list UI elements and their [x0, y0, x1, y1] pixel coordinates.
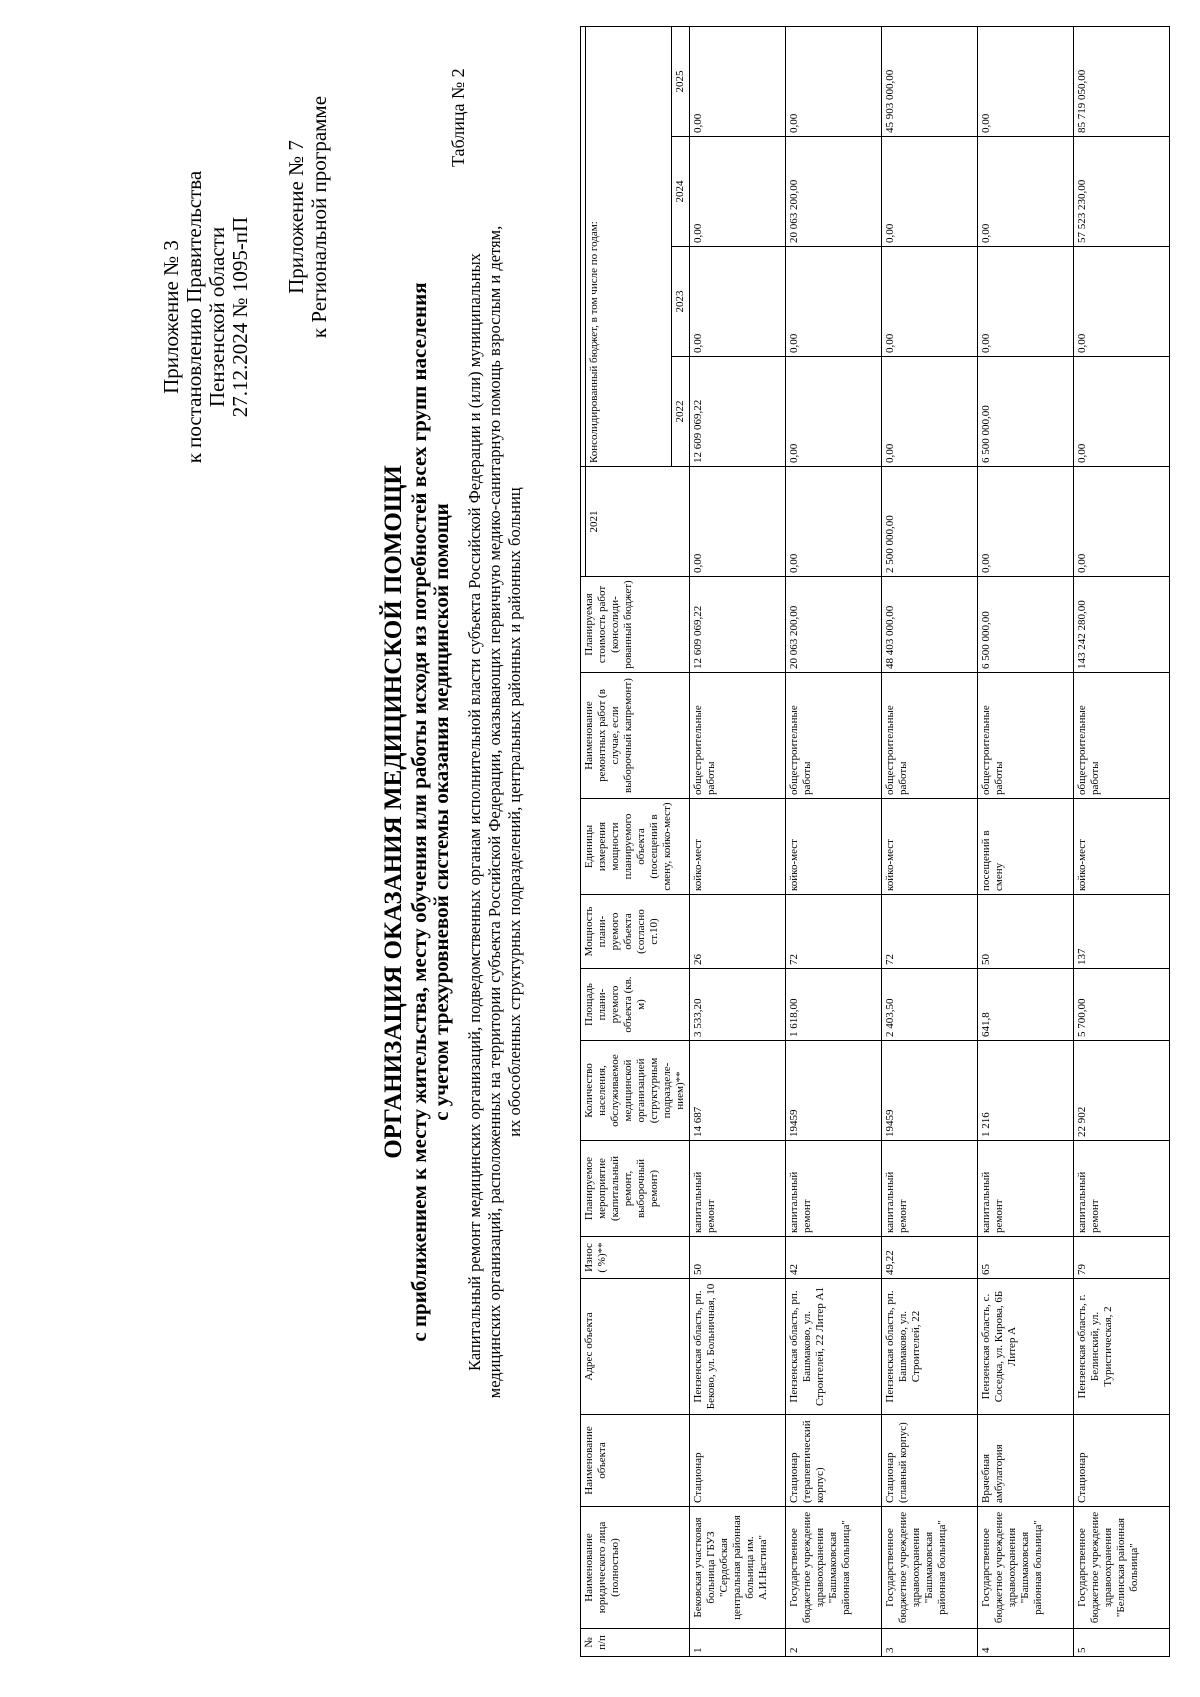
cell-units: койко-мест [882, 799, 978, 895]
table-row [786, 27, 882, 1657]
cell-wear: 65 [978, 1237, 1074, 1279]
cell-area: 3 533,20 [690, 969, 786, 1041]
table-row [882, 27, 978, 1657]
appendix-7-line1: Приложение № 7 [284, 140, 308, 294]
cell-wear: 79 [1074, 1237, 1170, 1279]
header-year-2024: 2024 [672, 137, 690, 247]
header-year-2022: 2022 [672, 357, 690, 467]
cell-y2022: 6 500 000,00 [978, 357, 1074, 467]
header-units: Единицы измерения мощности планируемого объекта (посещений в смену, койко-мест) [581, 799, 690, 895]
appendix-3-line2: к постановлению Правительства [182, 170, 206, 464]
cell-cost: 12 609 069,22 [690, 577, 786, 673]
appendix-3-line1: Приложение № 3 [159, 240, 183, 394]
cell-num: 5 [1074, 1629, 1170, 1657]
cell-y2025: 45 903 000,00 [882, 27, 978, 137]
cell-y2024: 0,00 [690, 137, 786, 247]
cell-legal-name: Государственное бюджетное учреждение здравоохранения "Белинская районная больница" [1074, 1507, 1170, 1629]
cell-y2023: 0,00 [1074, 247, 1170, 357]
cell-num: 1 [690, 1629, 786, 1657]
subtitle-line1: Капитальный ремонт медицинских организаций, подведомственных органам исполнительной власти субъекта Российской Федерации и (или) муниципальных [465, 253, 484, 1371]
header-population: Количество населения, обслуживаемое медицинской организацией (структурным подразделе-нием)** [581, 1041, 690, 1141]
cell-capacity: 50 [978, 895, 1074, 969]
cell-address: Пензенская область, рп. Башмаково, ул. Строителей, 22 [882, 1279, 978, 1415]
cell-y2022: 0,00 [786, 357, 882, 467]
cell-num: 3 [882, 1629, 978, 1657]
cell-object-name: Стационар (терапевтический корпус) [786, 1415, 882, 1507]
title-line3: с учетом трехуровневой системы оказания медицинской помощи [429, 503, 453, 1121]
repair-table [580, 26, 1170, 1657]
cell-capacity: 72 [882, 895, 978, 969]
header-area: Площадь плани-руемого объекта (кв. м) [581, 969, 690, 1041]
cell-capacity: 72 [786, 895, 882, 969]
cell-capacity: 137 [1074, 895, 1170, 969]
title-line1: ОРГАНИЗАЦИЯ ОКАЗАНИЯ МЕДИЦИНСКОЙ ПОМОЩИ [380, 465, 407, 1159]
cell-y2023: 0,00 [690, 247, 786, 357]
cell-works-name: общестроительные работы [882, 673, 978, 799]
cell-y2023: 0,00 [882, 247, 978, 357]
cell-object-name: Стационар [690, 1415, 786, 1507]
cell-wear: 50 [690, 1237, 786, 1279]
cell-y2022: 0,00 [1074, 357, 1170, 467]
cell-area: 641,8 [978, 969, 1074, 1041]
cell-y2024: 0,00 [882, 137, 978, 247]
header-measure: Планируемое мероприятие (капитальный ремонт, выборочный ремонт) [581, 1141, 690, 1237]
cell-y2024: 20 063 200,00 [786, 137, 882, 247]
header-object-name: Наименование объекта [581, 1415, 690, 1507]
cell-works-name: общестроительные работы [978, 673, 1074, 799]
table-row [690, 27, 786, 1657]
cell-cost: 48 403 000,00 [882, 577, 978, 673]
header-legal-name: Наименование юридического лица (полностью) [581, 1507, 690, 1629]
cell-address: Пензенская область, рп. Беково, ул. Больничная, 10 [690, 1279, 786, 1415]
document-title [380, 7, 452, 1617]
cell-object-name: Врачебная амбулатория [978, 1415, 1074, 1507]
cell-population: 22 902 [1074, 1041, 1170, 1141]
cell-y2023: 0,00 [786, 247, 882, 357]
header-year-2025: 2025 [672, 27, 690, 137]
cell-capacity: 26 [690, 895, 786, 969]
cell-population: 14 687 [690, 1041, 786, 1141]
cell-y2024: 57 523 230,00 [1074, 137, 1170, 247]
cell-units: койко-мест [1074, 799, 1170, 895]
cell-cost: 143 242 280,00 [1074, 577, 1170, 673]
document-subtitle [465, 7, 525, 1617]
cell-units: койко-мест [690, 799, 786, 895]
cell-legal-name: Государственное бюджетное учреждение здравоохранения "Башмаковская районная больница" [786, 1507, 882, 1629]
cell-y2021: 0,00 [978, 467, 1074, 577]
appendix-3-line3: Пензенской области [205, 226, 229, 408]
cell-legal-name: Государственное бюджетное учреждение здравоохранения "Башмаковская районная больница" [882, 1507, 978, 1629]
table-body [690, 27, 1170, 1657]
cell-num: 2 [786, 1629, 882, 1657]
table-number: Таблица № 2 [448, 68, 468, 167]
appendix-7-header [285, 67, 331, 367]
header-year-2021: 2021 [586, 467, 690, 577]
cell-address: Пензенская область, с. Соседка, ул. Кирова, 6Б Литер А [978, 1279, 1074, 1415]
cell-y2025: 85 719 050,00 [1074, 27, 1170, 137]
cell-y2025: 0,00 [786, 27, 882, 137]
cell-y2024: 0,00 [978, 137, 1074, 247]
header-capacity: Мощность плани-руемого объекта (согласно ст.10) [581, 895, 690, 969]
cell-legal-name: Бековская участковая больница ГБУЗ "Сердобская центральная районная больница им. А.И.Настина" [690, 1507, 786, 1629]
header-works-name: Наименование ремонтных работ (в случае, если выборочный капремонт) [581, 673, 690, 799]
cell-y2023: 0,00 [978, 247, 1074, 357]
cell-works-name: общестроительные работы [1074, 673, 1170, 799]
cell-units: койко-мест [786, 799, 882, 895]
header-cost: Планируемая стоимость работ (консолиди-рованный бюджет) [581, 577, 690, 673]
cell-y2022: 12 609 069,22 [690, 357, 786, 467]
cell-y2021: 0,00 [786, 467, 882, 577]
cell-measure: капитальный ремонт [882, 1141, 978, 1237]
cell-y2022: 0,00 [882, 357, 978, 467]
cell-address: Пензенская область, рп. Башмаково, ул. Строителей, 22 Литер А1 [786, 1279, 882, 1415]
cell-measure: капитальный ремонт [1074, 1141, 1170, 1237]
title-line2: с приближением к месту жительства, месту обучения или работы исходя из потребностей всех групп населения [407, 282, 431, 1342]
header-year-2023: 2023 [672, 247, 690, 357]
header-num: № п/п [581, 1629, 690, 1657]
appendix-7-line2: к Региональной программе [307, 95, 331, 339]
cell-address: Пензенская область, г. Белинский, ул. Туристическая, 2 [1074, 1279, 1170, 1415]
cell-y2021: 0,00 [690, 467, 786, 577]
cell-y2025: 0,00 [690, 27, 786, 137]
cell-y2025: 0,00 [978, 27, 1074, 137]
cell-num: 4 [978, 1629, 1074, 1657]
cell-wear: 49,22 [882, 1237, 978, 1279]
subtitle-line2: медицинских организаций, расположенных на территории субъекта Российской Федерации, оказывающих первичную медико-санитарную помощь взрослым и детям, [485, 225, 504, 1399]
table-row [978, 27, 1074, 1657]
appendix-3-line4: 27.12.2024 № 1095-пП [228, 216, 252, 418]
header-budget-group: Консолидированный бюджет, в том числе по годам: [586, 27, 672, 467]
cell-area: 2 403,50 [882, 969, 978, 1041]
cell-area: 1 618,00 [786, 969, 882, 1041]
cell-measure: капитальный ремонт [786, 1141, 882, 1237]
subtitle-line3: их обособленных структурных подразделений, центральных районных и районных больниц [505, 487, 524, 1137]
header-address: Адрес объекта [581, 1279, 690, 1415]
cell-works-name: общестроительные работы [690, 673, 786, 799]
cell-object-name: Стационар (главный корпус) [882, 1415, 978, 1507]
cell-units: посещений в смену [978, 799, 1074, 895]
appendix-3-header [160, 67, 252, 567]
cell-population: 19459 [882, 1041, 978, 1141]
cell-cost: 6 500 000,00 [978, 577, 1074, 673]
cell-object-name: Стационар [1074, 1415, 1170, 1507]
cell-y2021: 2 500 000,00 [882, 467, 978, 577]
cell-measure: капитальный ремонт [978, 1141, 1074, 1237]
cell-y2021: 0,00 [1074, 467, 1170, 577]
cell-population: 1 216 [978, 1041, 1074, 1141]
cell-measure: капитальный ремонт [690, 1141, 786, 1237]
cell-cost: 20 063 200,00 [786, 577, 882, 673]
table-row [1074, 27, 1170, 1657]
cell-population: 19459 [786, 1041, 882, 1141]
cell-legal-name: Государственное бюджетное учреждение здравоохранения "Башмаковская районная больница" [978, 1507, 1074, 1629]
cell-area: 5 700,00 [1074, 969, 1170, 1041]
cell-wear: 42 [786, 1237, 882, 1279]
cell-works-name: общестроительные работы [786, 673, 882, 799]
header-wear: Износ ( %)** [581, 1237, 690, 1279]
